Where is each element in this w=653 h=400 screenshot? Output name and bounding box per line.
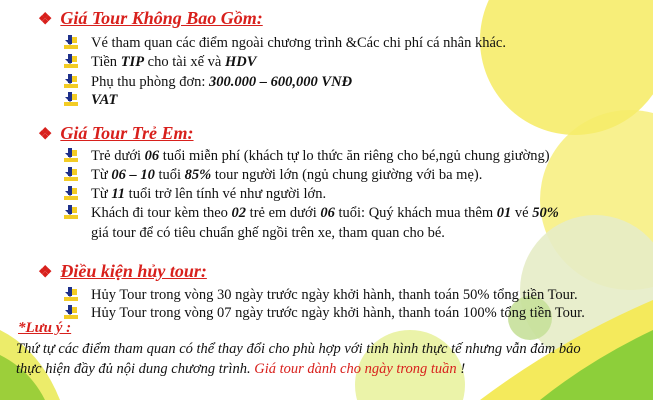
section-title: Giá Tour Trẻ Em: (60, 123, 194, 143)
square-arrow-bullet-icon (64, 186, 78, 200)
emphasized-value: HDV (224, 54, 257, 70)
emphasized-value: 85% (184, 167, 212, 183)
section-title: Điều kiện hủy tour: (60, 261, 207, 281)
list-item (64, 34, 506, 52)
note-label: *Lưu ý : (18, 320, 72, 336)
square-arrow-bullet-icon (64, 74, 78, 88)
item-text: Trẻ dưới (91, 148, 145, 164)
list-item (64, 166, 482, 184)
emphasized-value: 02 (231, 205, 247, 221)
list-item (64, 304, 585, 322)
list-item (64, 204, 559, 222)
list-item (64, 53, 256, 71)
item-text: Khách đi tour kèm theo (91, 205, 232, 221)
square-arrow-bullet-icon (64, 205, 78, 219)
note-text-line2 (16, 361, 465, 378)
section-heading (38, 261, 207, 282)
section-heading (38, 123, 194, 144)
emphasized-value: 06 (320, 205, 335, 221)
list-item (64, 185, 326, 203)
item-text: Hủy Tour trong vòng 30 ngày trước ngày khởi hành, thanh toán 50% tổng tiền Tour. (91, 287, 578, 303)
list-item (64, 91, 117, 109)
emphasized-value: 11 (111, 186, 126, 202)
emphasized-value: 300.000 – 600,000 VNĐ (209, 74, 353, 90)
square-arrow-bullet-icon (64, 54, 78, 68)
note-fragment: ! (456, 361, 466, 377)
item-text: tuổi: Quý khách mua thêm (334, 205, 497, 221)
item-text: cho tài xế và (144, 54, 225, 70)
square-arrow-bullet-icon (64, 287, 78, 301)
square-arrow-bullet-icon (64, 92, 78, 106)
diamond-flower-icon: ❖ (38, 264, 53, 281)
item-text: tuổi (154, 167, 185, 183)
item-text: vé (511, 205, 533, 221)
diamond-flower-icon: ❖ (38, 11, 53, 28)
emphasized-value: TIP (120, 54, 145, 70)
square-arrow-bullet-icon (64, 148, 78, 162)
section-title: Giá Tour Không Bao Gồm: (60, 8, 263, 28)
list-item-continuation: giá tour để có tiêu chuẩn ghế ngồi trên xe, tham quan cho bé. (91, 225, 445, 241)
item-text: Tiền (91, 54, 121, 70)
item-text: tuổi miễn phí (khách tự lo thức ăn riêng cho bé,ngủ chung giường) (159, 148, 550, 164)
item-text: trẻ em dưới (246, 205, 321, 221)
list-item (64, 73, 352, 91)
square-arrow-bullet-icon (64, 167, 78, 181)
emphasized-value: 01 (496, 205, 512, 221)
square-arrow-bullet-icon (64, 305, 78, 319)
list-item (64, 147, 550, 165)
emphasized-value: 06 (144, 148, 160, 164)
square-arrow-bullet-icon (64, 35, 78, 49)
item-text: VAT (91, 92, 118, 108)
item-text: Từ (91, 186, 112, 202)
section-heading (38, 8, 263, 29)
note-fragment: thực hiện đầy đủ nội dung chương trình. (16, 361, 255, 377)
diamond-flower-icon: ❖ (38, 126, 53, 143)
weekday-price-notice: Giá tour dành cho ngày trong tuần (254, 361, 457, 377)
note-text: Thứ tự các điểm tham quan có thể thay đổi cho phù hợp với tình hình thực tế nhưng vẫn đảm bảo (16, 341, 581, 357)
list-item (64, 286, 578, 304)
item-text: Hủy Tour trong vòng 07 ngày trước ngày khởi hành, thanh toán 100% tổng tiền Tour. (91, 305, 585, 321)
item-text: Phụ thu phòng đơn: (91, 74, 210, 90)
item-text: Vé tham quan các điểm ngoài chương trình &Các chi phí cá nhân khác. (91, 35, 506, 51)
item-text: tuổi trở lên tính vé như người lớn. (125, 186, 327, 202)
emphasized-value: 06 – 10 (111, 167, 155, 183)
item-text: Từ (91, 167, 112, 183)
item-text: tour người lớn (ngủ chung giường với ba mẹ). (211, 167, 483, 183)
emphasized-value: 50% (532, 205, 559, 221)
